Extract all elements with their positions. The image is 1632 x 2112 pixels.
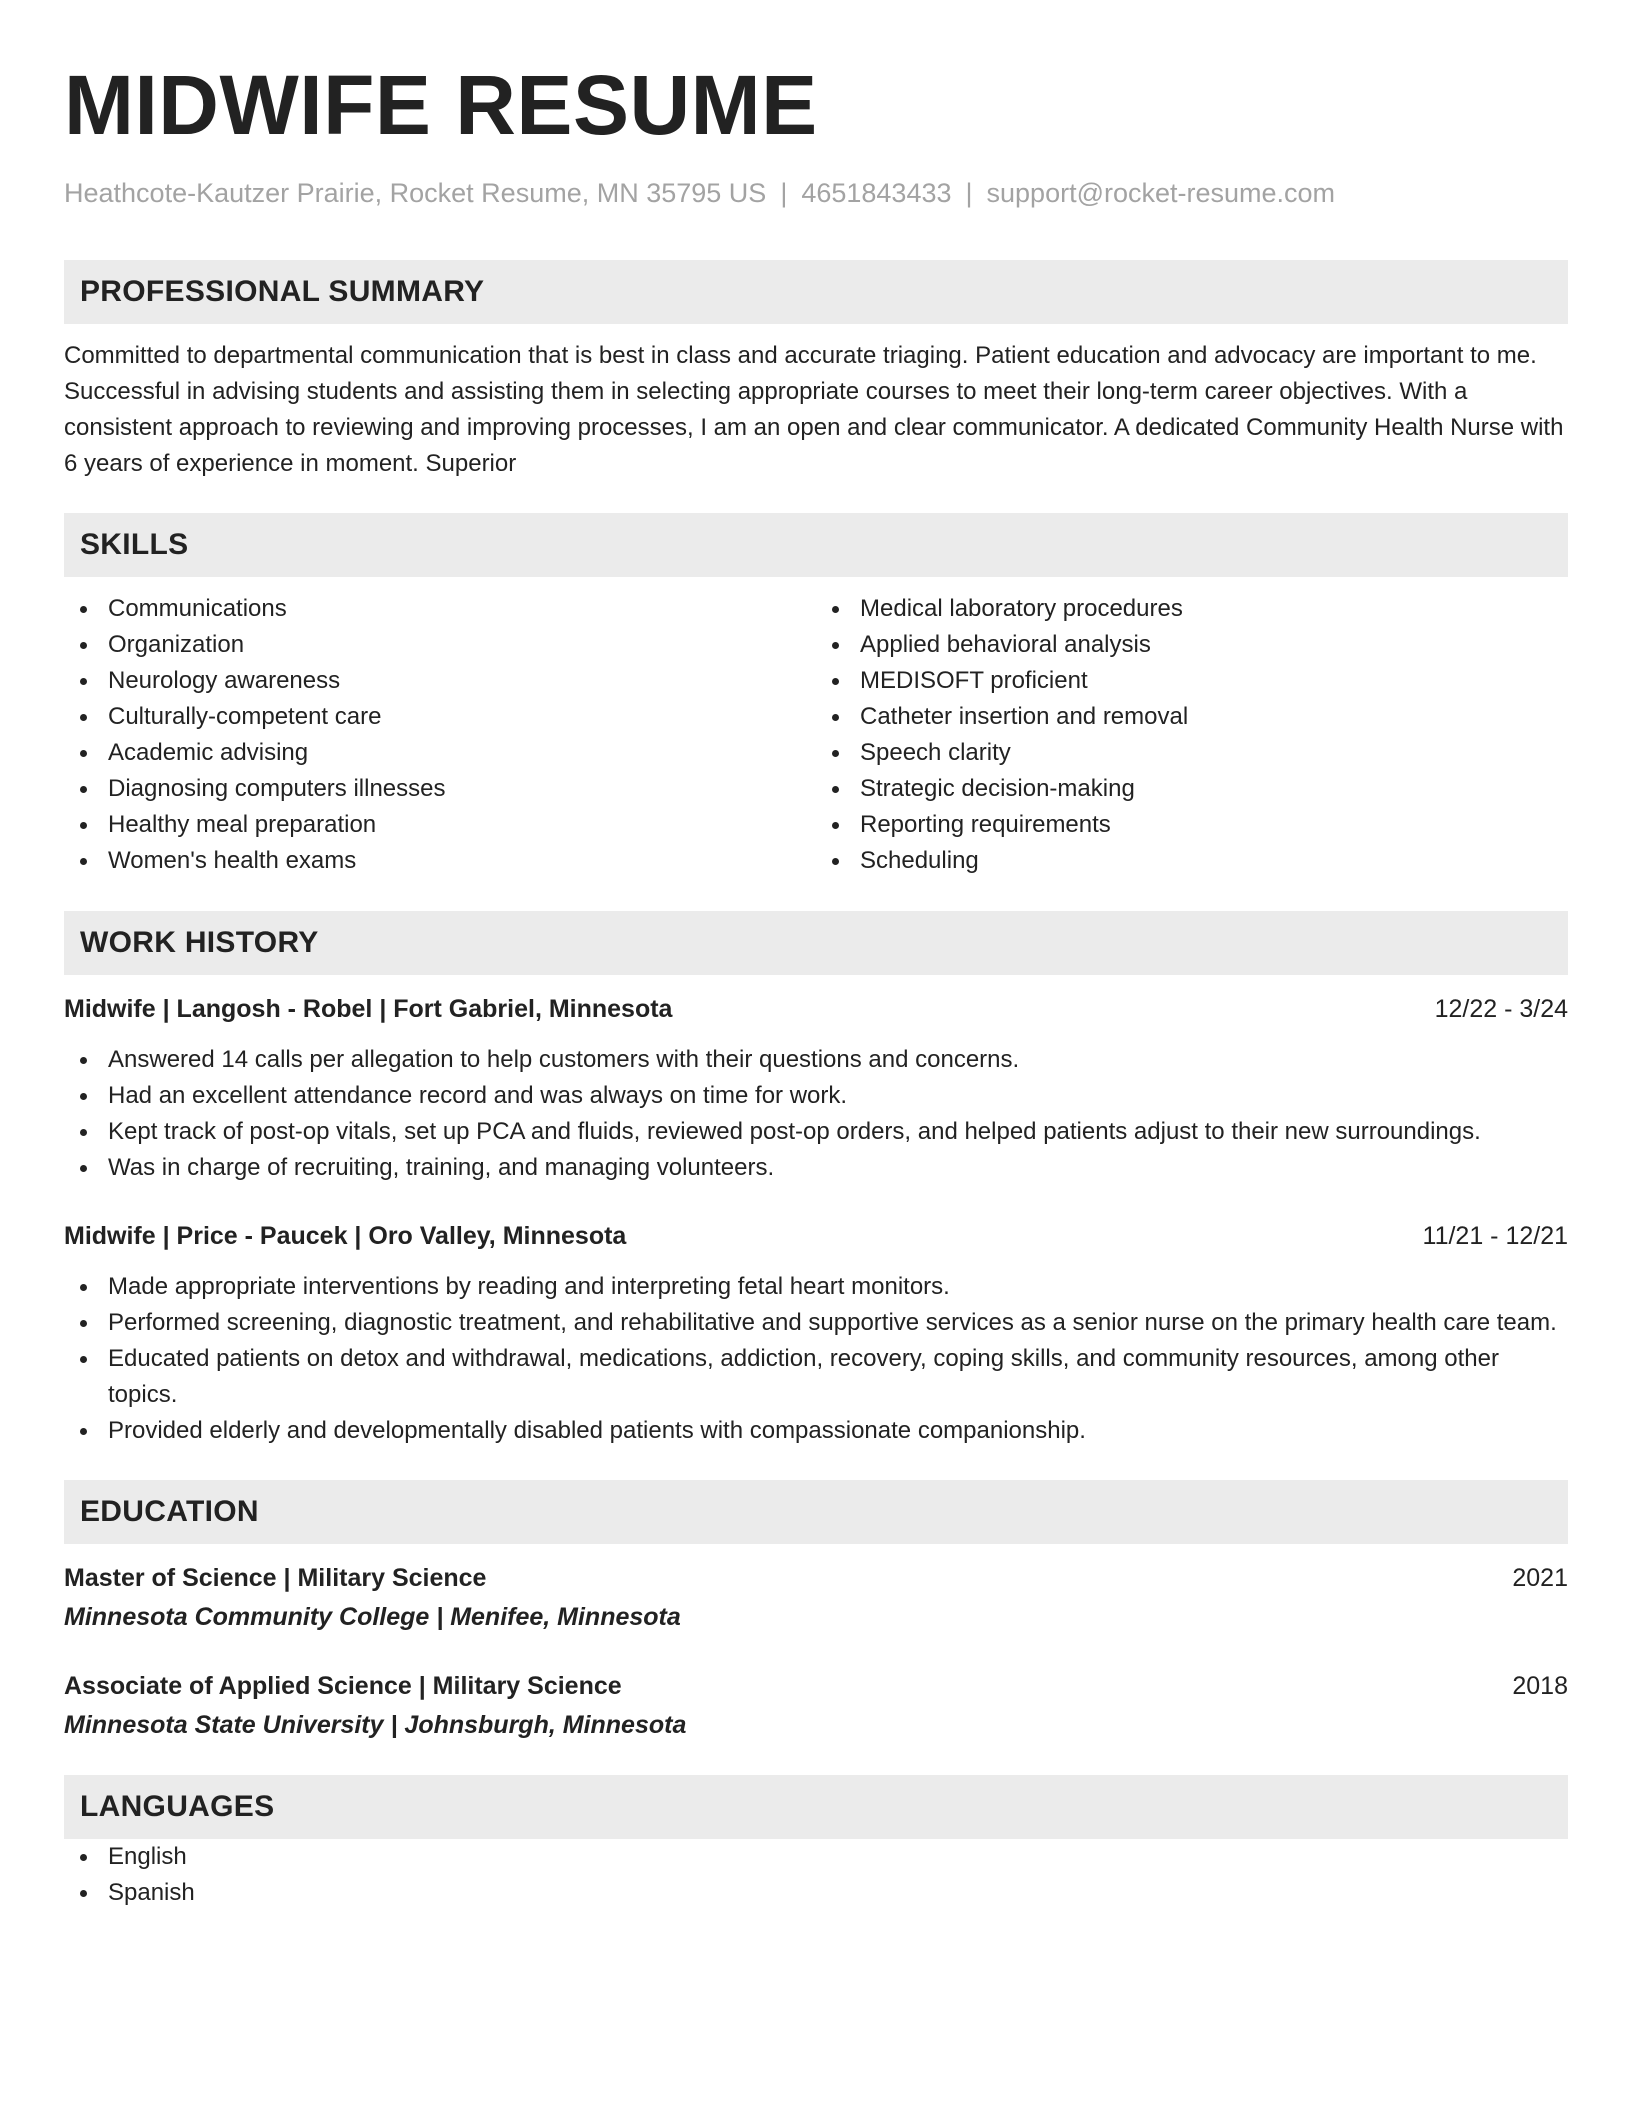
contact-separator: | bbox=[965, 178, 973, 208]
education-entry bbox=[64, 1666, 1568, 1744]
contact-line bbox=[64, 175, 1568, 211]
job-duty: Kept track of post-op vitals, set up PCA and fluids, reviewed post-op orders, and helped patients adjust to their new surroundings. bbox=[64, 1114, 1568, 1150]
contact-address: Heathcote-Kautzer Prairie, Rocket Resume, MN 35795 US bbox=[64, 178, 767, 208]
summary-section-header: PROFESSIONAL SUMMARY bbox=[64, 260, 1568, 324]
skill-item: Catheter insertion and removal bbox=[816, 699, 1568, 735]
job-duty: Provided elderly and developmentally disabled patients with compassionate companionship. bbox=[64, 1413, 1568, 1449]
skill-item: Academic advising bbox=[64, 735, 816, 771]
contact-email: support@rocket-resume.com bbox=[986, 178, 1336, 208]
job-title: Midwife | Price - Paucek | Oro Valley, Minnesota bbox=[64, 1222, 627, 1250]
skills-column-right bbox=[816, 591, 1568, 879]
skill-item: Speech clarity bbox=[816, 735, 1568, 771]
skill-item: Applied behavioral analysis bbox=[816, 627, 1568, 663]
job-dates: 11/21 - 12/21 bbox=[1422, 1222, 1568, 1250]
education-heading bbox=[64, 1666, 1568, 1706]
skill-item: Medical laboratory procedures bbox=[816, 591, 1568, 627]
skill-item: MEDISOFT proficient bbox=[816, 663, 1568, 699]
skill-item: Healthy meal preparation bbox=[64, 807, 816, 843]
skill-item: Reporting requirements bbox=[816, 807, 1568, 843]
job-heading bbox=[64, 989, 1568, 1029]
contact-phone: 4651843433 bbox=[801, 178, 952, 208]
languages-list bbox=[64, 1839, 1568, 1911]
job-entry bbox=[64, 1216, 1568, 1449]
job-duty: Answered 14 calls per allegation to help customers with their questions and concerns. bbox=[64, 1042, 1568, 1078]
skills-section-header: SKILLS bbox=[64, 513, 1568, 577]
skill-item: Strategic decision-making bbox=[816, 771, 1568, 807]
skill-item: Neurology awareness bbox=[64, 663, 816, 699]
skill-item: Culturally-competent care bbox=[64, 699, 816, 735]
education-degree: Associate of Applied Science | Military Science bbox=[64, 1672, 622, 1700]
job-title: Midwife | Langosh - Robel | Fort Gabriel, Minnesota bbox=[64, 995, 673, 1023]
job-entry bbox=[64, 989, 1568, 1186]
education-degree: Master of Science | Military Science bbox=[64, 1564, 487, 1592]
skill-item: Women's health exams bbox=[64, 843, 816, 879]
language-item: Spanish bbox=[64, 1875, 1568, 1911]
job-duty: Had an excellent attendance record and was always on time for work. bbox=[64, 1078, 1568, 1114]
job-duty: Was in charge of recruiting, training, and managing volunteers. bbox=[64, 1150, 1568, 1186]
education-entry bbox=[64, 1558, 1568, 1636]
languages-section-header: LANGUAGES bbox=[64, 1775, 1568, 1839]
education-section-header: EDUCATION bbox=[64, 1480, 1568, 1544]
skills-columns bbox=[64, 591, 1568, 879]
education-year: 2021 bbox=[1512, 1564, 1568, 1592]
job-duty: Performed screening, diagnostic treatment, and rehabilitative and supportive services as a senior nurse on the primary health care team. bbox=[64, 1305, 1568, 1341]
summary-text: Committed to departmental communication that is best in class and accurate triaging. Patient education and advocacy are important to me. Successful in advising students and assisting them in selecting appropriate courses to meet their long-term career objectives. With a consistent approach to reviewing and improving processes, I am an open and clear communicator. A dedicated Community Health Nurse with 6 years of experience in moment. Superior bbox=[64, 342, 1564, 477]
skill-item: Diagnosing computers illnesses bbox=[64, 771, 816, 807]
education-year: 2018 bbox=[1512, 1672, 1568, 1700]
work-section-header: WORK HISTORY bbox=[64, 911, 1568, 975]
job-duty: Made appropriate interventions by reading and interpreting fetal heart monitors. bbox=[64, 1269, 1568, 1305]
job-duties bbox=[64, 1269, 1568, 1449]
job-duty: Educated patients on detox and withdrawal, medications, addiction, recovery, coping skills, and community resources, among other topics. bbox=[64, 1341, 1568, 1413]
skills-column-left bbox=[64, 591, 816, 879]
job-heading bbox=[64, 1216, 1568, 1256]
contact-separator: | bbox=[780, 178, 788, 208]
language-item: English bbox=[64, 1839, 1568, 1875]
job-dates: 12/22 - 3/24 bbox=[1434, 995, 1568, 1023]
education-school: Minnesota Community College | Menifee, Minnesota bbox=[64, 1603, 681, 1631]
education-heading bbox=[64, 1558, 1568, 1598]
skill-item: Scheduling bbox=[816, 843, 1568, 879]
skill-item: Organization bbox=[64, 627, 816, 663]
resume-title: MIDWIFE RESUME bbox=[64, 58, 818, 152]
job-duties bbox=[64, 1042, 1568, 1186]
education-school: Minnesota State University | Johnsburgh, Minnesota bbox=[64, 1711, 687, 1739]
skill-item: Communications bbox=[64, 591, 816, 627]
